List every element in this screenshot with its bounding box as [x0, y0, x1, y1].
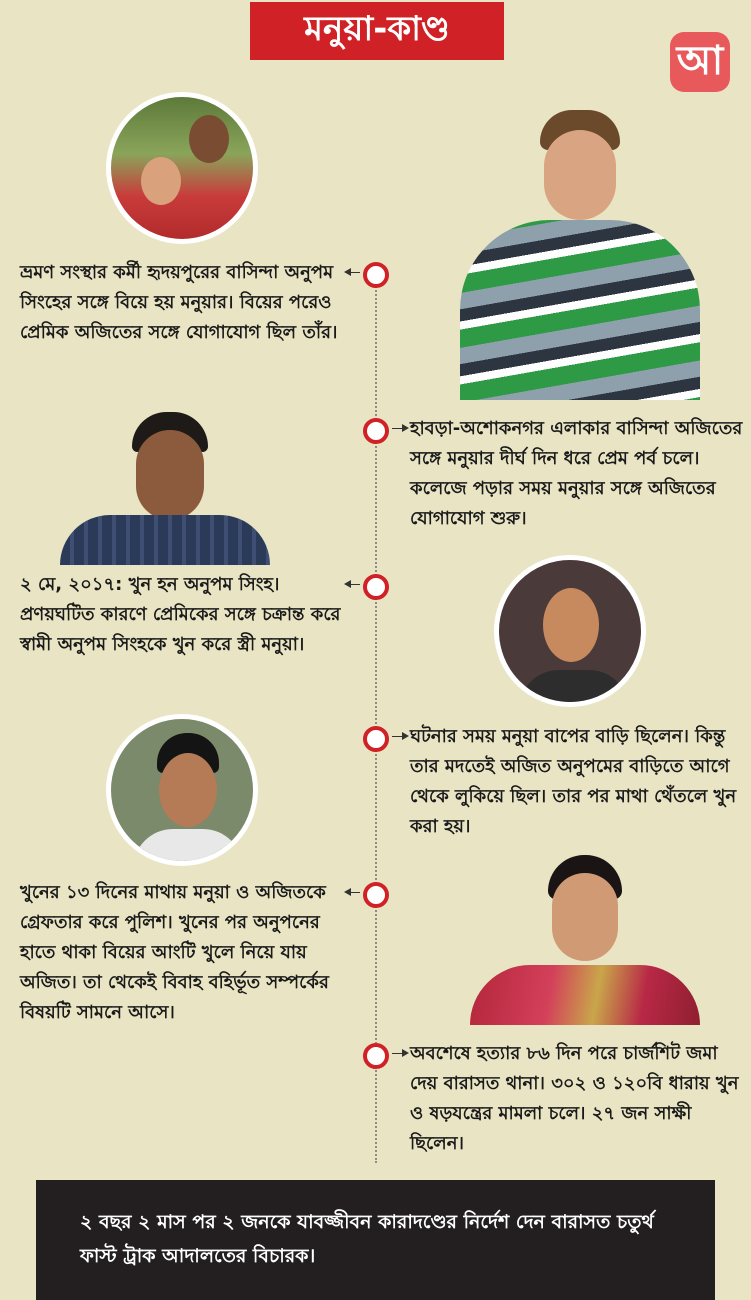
ajit-portrait: [440, 100, 710, 400]
event-text: ঘটনার সময় মনুয়া বাপের বাড়ি ছিলেন। কিন্তু তার মদতেই অজিত অনুপমের বাড়িতে আগে থেকে লুকিয়ে ছিল। তার পর মাথা থেঁতলে খুন করা হয়।: [410, 726, 737, 837]
manua-photo: [494, 555, 646, 707]
event-text: অবশেষে হত্যার ৮৬ দিন পরে চার্জশিট জমা দেয় বারাসত থানা। ৩০২ ও ১২০বি ধারায় খুন ও ষড়যন্ত্রের মামলা চলে। ২৭ জন সাক্ষী ছিলেন।: [410, 1043, 739, 1154]
page-title: মনুয়া-কাণ্ড: [250, 2, 504, 60]
event-text: হাবড়া-অশোকনগর এলাকার বাসিন্দা অজিতের সঙ্গে মনুয়ার দীর্ঘ দিন ধরে প্রেম পর্ব চলে। কলেজে পড়ার সময় মনুয়ার সঙ্গে অজিতের যোগাযোগ শুরু।: [410, 418, 743, 529]
timeline-node: [363, 726, 389, 752]
event-text: ২ মে, ২০১৭: খুন হন অনুপম সিংহ। প্রণয়ঘটিত কারণে প্রেমিকের সঙ্গে চক্রান্ত করে স্বামী অনুপম সিংহকে খুন করে স্ত্রী মনুয়া।: [20, 574, 341, 655]
verdict-text: ২ বছর ২ মাস পর ২ জনকে যাবজ্জীবন কারাদণ্ডের নির্দেশ দেন বারাসত চতুর্থ ফাস্ট ট্রাক আদালতের বিচারক।: [80, 1211, 654, 1267]
arrow-right: [392, 1053, 406, 1054]
timeline-node: [363, 574, 389, 600]
timeline-line: [375, 283, 377, 1163]
timeline-node: [363, 882, 389, 908]
event-text: ভ্রমণ সংস্থার কর্মী হৃদয়পুরের বাসিন্দা অনুপম সিংহের সঙ্গে বিয়ে হয় মনুয়ার। বিয়ের পরেও প্রেমিক অজিতের সঙ্গে যোগাযোগ ছিল তাঁর।: [20, 262, 338, 343]
publisher-logo: আ: [670, 32, 730, 92]
accused-photo: [106, 714, 258, 866]
verdict-box: [36, 1180, 715, 1300]
timeline-node: [363, 418, 389, 444]
manua-saree-portrait: [470, 855, 700, 1025]
couple-photo: [106, 92, 258, 244]
timeline-node: [363, 262, 389, 288]
anupam-portrait: [50, 410, 275, 565]
arrow-right: [392, 428, 406, 429]
event-text: খুনের ১৩ দিনের মাথায় মনুয়া ও অজিতকে গ্রেফতার করে পুলিশ। খুনের পর অনুপনের হাতে থাকা বিয়ের আংটি খুলে নিয়ে যায় অজিত। তা থেকেই বিবাহ বহির্ভূত সম্পর্কের বিষয়টি সামনে আসে।: [20, 882, 329, 1023]
timeline-node: [363, 1043, 389, 1069]
arrow-right: [392, 736, 406, 737]
